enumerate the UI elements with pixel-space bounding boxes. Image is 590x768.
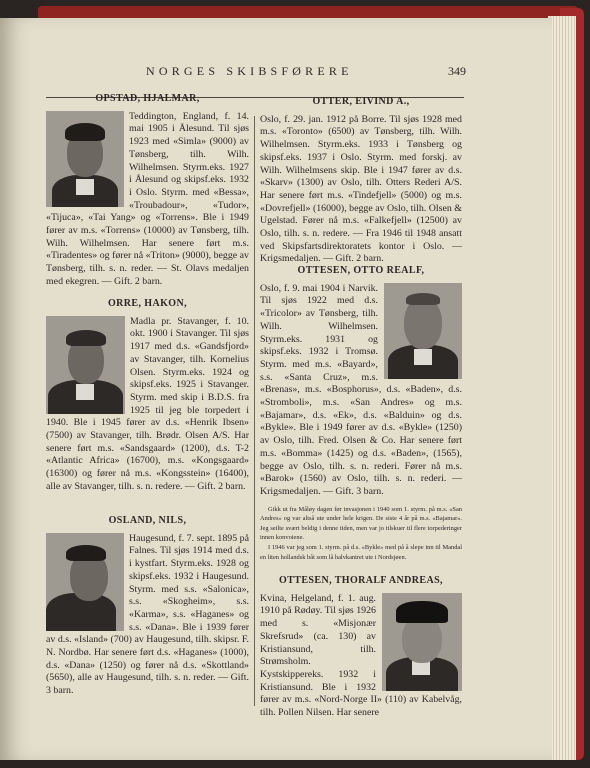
- entry-name: OSLAND, NILS,: [108, 515, 187, 526]
- portrait-photo: [384, 283, 462, 379]
- entry-otter: [260, 96, 462, 266]
- entry-text: Oslo, f. 29. jan. 1912 på Borre. Til sjøs 1928 med m.s. «Toronto» (6500) av Tønsberg, tilh. Wilh. Wilhelmsen. Styrm.eks. 1933 i Tønsberg og skipsf.eks. 1937 i Oslo. Styrm. med forskj. av Wilh. Wilhelmsens skip. Ble i 1947 fører av d.s. «Skarv» (1300) av Oslo, tilh. Otters Rederi A/S. Har senere ført m.s. «Tindefjell» (5000) og m.s. «Dovrefjell» (16000), begge av Oslo, tilh. Olsen & Ugelstad. Fører nå m.s. «Falkefjell» (12500) av Oslo, tilh. s. n. redere. — Fra 1946 til 1948 ansatt ved Skipsfartsdirektoratets kontor i Oslo. — Krigsmedaljen. — Gift. 2 barn.: [260, 113, 462, 265]
- entry-text: Madla pr. Stavanger, f. 10. okt. 1900 i Stavanger. Til sjøs 1917 med d.s. «Gandsfjord» av Stavanger, tilh. Kornelius Olsen. Styrm.eks. 1924 og skipsf.eks. 1925 i Stavanger. Styrm. med skip i B.D.S. fra 1925 til jeg ble torpedert i 1940. Ble i 1945 fører av d.s. «Henrik Ibsen» (7500) av Stavanger, tilh. Brødr. Olsen A/S. Har senere ført m.s. «Sandsgaard» (1200), d.s. T-2 «Atlantic Africa» (16700), m.s. «Kongsgaard» (16300) og fører nå m.s. «Kongsstein» (16400), alle av Stavanger, tilh. s. n. redere. — Gift. 2 barn.: [46, 315, 249, 492]
- portrait-photo: [46, 316, 125, 414]
- entry-ottesen-otto: [260, 265, 462, 562]
- entry-opstad: [46, 93, 249, 289]
- entry-text: Oslo, f. 9. mai 1904 i Narvik. Til sjøs 1922 med d.s. «Tricolor» av Tønsberg, tilh. Wilh. Wilhelmsen. Styrm.eks. 1931 og skipsf.eks. 1932 i Tromsø. Styrm. med m.s. «Bayard», s.s. «Santa Cruz», m.s. «Brenas», m.s. «Bosphorus», d.s. «Baden», d.s. «Stromboli», m.s. «San Andres» og m.s. «Bajamar», d.s. «Ek», d.s. «Balduin» og d.s. «Bykle». Ble i 1949 fører av d.s. «Bykle» (1250) av Oslo, tilh. Fred. Olsen & Co. Har senere ført m.s. «Bomma» (1425) og d.s. «Baden», (1565), begge av Oslo, tilh. s. n. rederi. Fører nå m.s. «Barok» (1560) av Oslo, tilh. s. n. rederi. — Krigsmedaljen. — Gift. 3 barn.: [260, 282, 462, 497]
- footnote-paragraph: I 1946 var jeg som 1. styrm. på d.s. «Bykle» med på å slepe inn til Mandal en liten hollandsk båt som lå halvkantret ute i Nordsjøen.: [260, 544, 462, 561]
- entry-name: OTTER, EIVIND A.,: [312, 96, 410, 107]
- page-number: 349: [448, 64, 466, 78]
- portrait-photo: [46, 533, 124, 631]
- page-header: [0, 64, 552, 84]
- entry-name: ORRE, HAKON,: [108, 298, 187, 309]
- entry-text: Kvina, Helgeland, f. 1. aug. 1910 på Rødøy. Til sjøs 1926 med s. «Misjonær Skrefsrud» (ca. 130) av Kristiansund, tilh. Strømsholm. Kystskippereks. 1932 i Kristiansund. Ble i 1932 fører av m.s. «Nord-Norge II» (110) av Kabelvåg, tilh. Pollen Nilsen. Har senere: [260, 592, 462, 719]
- portrait-photo: [382, 593, 462, 691]
- column-divider: [254, 116, 255, 706]
- entry-name: OTTESEN, THORALF ANDREAS,: [279, 575, 443, 586]
- running-title: NORGES SKIBSFØRERE: [146, 64, 353, 78]
- entry-orre: [46, 298, 249, 494]
- footnote: [260, 505, 462, 563]
- footnote-paragraph: Gikk ut fra Måløy dagen før invasjonen i 1940 som 1. styrm. på m.s. «San Andres» og var altså ute under hele krigen. De siste 4 år på m.s. «Bajamar». Jeg seilte svært beldig i denne tiden, men var jo tilskuer til flere torpederinger innen konvoiene.: [260, 505, 462, 542]
- entry-text: Haugesund, f. 7. sept. 1895 på Falnes. Til sjøs 1914 med d.s. i kystfart. Styrm.eks. 1928 og skipsf.eks. 1932 i Haugesund. Styrm. med s.s. «Salonica», s.s. «Skogheim», s.s. «Karma», s.s. «Haganes» og s.s. «Dana». Ble i 1939 fører av d.s. «Island» (700) av Haugesund, tilh. skipsr. F. N. Nordbø. Har senere ført d.s. «Haganes» (1000), d.s. «Dana» (1250) og fører nå d.s. «Skottland» (5650), alle av Haugesund, tilh. s. n. reder. — Gift. 3 barn.: [46, 532, 249, 697]
- entry-name: OPSTAD, HJALMAR,: [95, 93, 200, 104]
- entry-text: Teddington, England, f. 14. mai 1905 i Ålesund. Til sjøs 1923 med «Simla» (9000) av Tønsberg, tilh. Wilh. Wilhelmsen. Styrm.eks. 1927 i Ålesund og skipsf.eks. 1932 i Oslo. Styrm. med «Bessa», «Troubadour», «Tudor», «Tijuca», «Tai Yang» og «Torrens». Ble i 1949 fører av m.s. «Torrens» (10000) av Tønsberg, tilh. Wilh. Wilhelmsen. Har senere ført m.s. «Tiradentes» og fører nå «Triton» (9000), begge av Tønsberg, tilh. s. n. reder. — St. Olavs medaljen med ekegren. — Gift. 2 barn.: [46, 110, 249, 287]
- entry-ottesen-thoralf: [260, 575, 462, 720]
- book-page: [0, 18, 552, 760]
- portrait-photo: [46, 111, 124, 207]
- page-edges: [548, 16, 576, 760]
- entry-name: OTTESEN, OTTO REALF,: [297, 265, 425, 276]
- entry-osland: [46, 515, 249, 698]
